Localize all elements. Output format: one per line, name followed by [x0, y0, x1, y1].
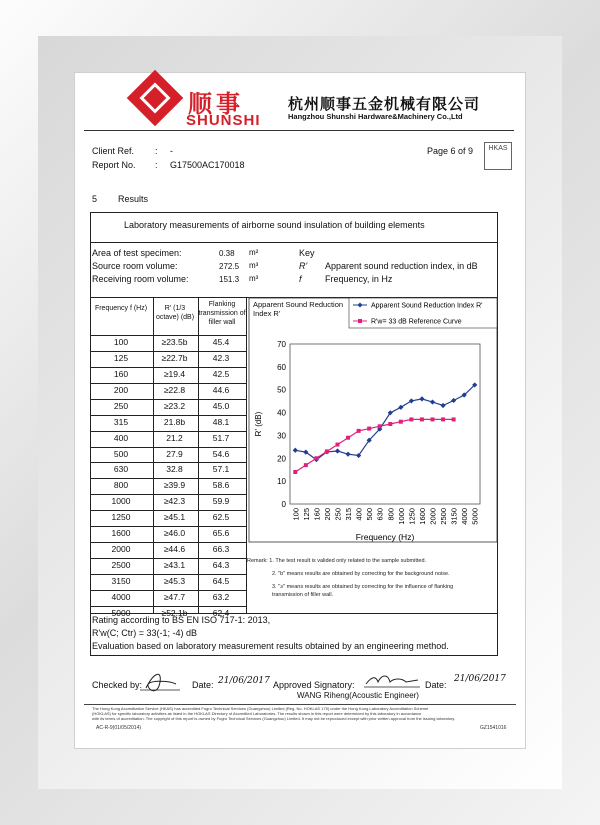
cell-r-value: ≥23.5b [161, 337, 188, 347]
cell-frequency: 2000 [111, 544, 131, 555]
x-tick-label: 2500 [439, 508, 449, 525]
x-tick-label: 1000 [396, 508, 406, 525]
cell-frequency: 1600 [111, 528, 131, 539]
x-tick-label: 4000 [460, 508, 470, 525]
remark-3a: 3. "≥" means results are obtained by correcting for the influence of flanking [272, 584, 454, 590]
cell-flanking: 64.3 [212, 560, 230, 571]
cell-r-value: ≥45.3 [163, 575, 186, 586]
x-tick-label: 5000 [470, 508, 480, 525]
source-room-value: 272.5 [219, 262, 240, 271]
cell-flanking: 48.1 [212, 416, 230, 427]
hkas-logo-icon: HKAS [484, 142, 512, 170]
cell-r-value: ≥43.1 [163, 560, 186, 571]
y-tick-label: 70 [277, 340, 286, 349]
cell-flanking: 42.5 [212, 368, 230, 379]
cell-r-value: 21.8b [163, 416, 186, 427]
chart-title: Apparent Sound Reduction Index R' [253, 300, 344, 318]
cell-frequency: 500 [113, 448, 129, 459]
area-unit: m² [249, 248, 259, 257]
cell-r-value: 21.2 [166, 432, 183, 443]
report-no-label: Report No. [92, 160, 136, 170]
footer-line-2: (HOKLAS) for specific laboratory activities as listed in the HOKLAS Directory of Accredited Laboratories. The results shown in this report were determined by this laboratory in accordance [92, 711, 422, 716]
x-tick-label: 1250 [407, 508, 417, 525]
cell-flanking: 51.7 [212, 432, 230, 443]
cell-flanking: 66.3 [212, 544, 230, 555]
cell-flanking: 45.0 [212, 400, 230, 411]
cell-flanking: 63.2 [212, 591, 230, 602]
y-tick-label: 0 [281, 500, 286, 509]
remark-3b: transmission of filler wall. [272, 592, 334, 598]
y-axis-label: R' (dB) [254, 411, 263, 437]
receiving-room-unit: m³ [249, 274, 259, 283]
footer-divider [84, 704, 516, 705]
cell-frequency: 400 [113, 432, 129, 443]
source-room-label: Source room volume: [92, 261, 178, 271]
checked-by-signature [140, 668, 180, 694]
data-point [409, 417, 413, 421]
key-title: Key [299, 248, 315, 258]
data-point [336, 443, 340, 447]
footer-line-1: The Hong Kong Accreditation Service (HKAS) has accredited Fugro Technical Services (Guangzhou) Limited (Reg. No. HOKLAS 175) under the Hong Kong Laboratory Accreditation Scheme [92, 706, 429, 711]
data-point [304, 463, 308, 467]
data-point [388, 422, 392, 426]
cell-r-value: ≥39.9 [163, 480, 186, 491]
cell-frequency: 800 [113, 480, 129, 491]
table-title: Laboratory measurements of airborne sound insulation of building elements [124, 220, 425, 230]
data-point [346, 436, 350, 440]
date-value-1: 21/06/2017 [218, 676, 270, 686]
cell-flanking: 42.3 [212, 352, 230, 363]
rating-line-3: Evaluation based on laboratory measurement results obtained by an engineering method. [92, 641, 449, 651]
remark-2: 2. "b" means results are obtained by correcting for the background noise. [272, 571, 450, 577]
col-header-frequency: Frequency f (Hz) [94, 305, 148, 312]
cell-flanking: 62.4 [212, 607, 230, 618]
cell-frequency: 100 [113, 337, 129, 347]
x-tick-label: 500 [365, 508, 375, 521]
section-title: Results [118, 194, 149, 204]
x-axis-label: Frequency (Hz) [355, 532, 415, 542]
x-tick-label: 1600 [417, 508, 427, 525]
cell-r-value: 32.8 [166, 464, 183, 475]
cell-frequency: 630 [113, 464, 129, 475]
date-value-2: 21/06/2017 [454, 674, 506, 684]
date-label-1: Date: [192, 680, 214, 690]
y-tick-label: 40 [277, 408, 286, 418]
y-tick-label: 60 [277, 362, 286, 372]
approved-signature [364, 670, 420, 692]
report-no-sep: : [155, 160, 158, 170]
key-f-symbol: f [299, 274, 302, 284]
date-label-2: Date: [425, 680, 447, 690]
company-name-cn: 杭州顺事五金机械有限公司 [288, 95, 481, 113]
cell-frequency: 4000 [111, 591, 131, 602]
rating-line-1: Rating according to BS EN ISO 717-1: 2013, [92, 615, 271, 625]
key-f-desc: Frequency, in Hz [325, 274, 393, 284]
legend-label: Apparent Sound Reduction Index R' [371, 302, 483, 310]
data-point [325, 449, 329, 453]
x-tick-label: 125 [301, 508, 311, 521]
data-point [314, 456, 318, 460]
key-r-symbol: R' [299, 261, 308, 271]
y-tick-label: 50 [277, 385, 286, 395]
client-ref-value: - [170, 146, 173, 156]
data-point [452, 417, 456, 421]
plot-area [290, 344, 480, 504]
cell-r-value: 27.9 [166, 448, 183, 459]
data-point [357, 429, 361, 433]
data-point [441, 417, 445, 421]
cell-flanking: 62.5 [212, 512, 230, 523]
data-point [293, 470, 297, 474]
cell-r-value: ≥46.0 [163, 528, 186, 539]
brand-name-en: SHUNSHI [186, 112, 261, 129]
client-ref-label: Client Ref. [92, 146, 135, 156]
x-tick-label: 3150 [449, 508, 459, 525]
data-point [367, 427, 371, 431]
cell-r-value: ≥47.7 [163, 591, 186, 602]
cell-frequency: 2500 [111, 560, 131, 571]
cell-r-value: ≥23.2 [163, 400, 186, 411]
cell-r-value: ≥44.6 [163, 544, 186, 555]
approved-signatory-label: Approved Signatory: [273, 680, 355, 690]
rating-line-2: R'w(C; Ctr) = 33(-1; -4) dB [92, 628, 197, 638]
checked-by-label: Checked by: [92, 680, 143, 690]
header-divider [84, 130, 514, 131]
data-point [399, 420, 403, 424]
report-no-value: G17500AC170018 [170, 160, 245, 170]
cell-flanking: 64.5 [212, 575, 230, 586]
legend-label: R'w= 33 dB Reference Curve [371, 318, 462, 326]
cell-flanking: 45.4 [212, 337, 230, 347]
cell-r-value: ≥42.3 [163, 496, 186, 507]
receiving-room-value: 151.3 [219, 275, 240, 284]
footer-line-3: with its terms of accreditation. The copyright of this report is owned by Fugro Technical Services (Guangzhou) Limited. It may not be reproduced except with prior written approval from the issuing laboratory. [92, 716, 456, 721]
footer-code-right: GZ1541016 [480, 725, 507, 731]
area-value: 0.38 [219, 249, 235, 258]
signatory-name: WANG Riheng(Acoustic Engineer) [297, 691, 419, 700]
cell-flanking: 65.6 [212, 528, 230, 539]
brand-name-cn: 顺事 [188, 90, 244, 118]
sound-reduction-chart [247, 296, 499, 546]
section-number: 5 [92, 194, 98, 204]
remark-1: Remark: 1. The test result is valided only related to the sample submitted. [247, 558, 427, 564]
cell-r-value: ≥52.1b [161, 607, 188, 618]
cell-flanking: 44.6 [212, 384, 230, 395]
x-tick-label: 2000 [428, 508, 438, 525]
cell-flanking: 57.1 [212, 464, 230, 475]
x-tick-label: 160 [312, 508, 322, 521]
source-room-unit: m³ [249, 261, 259, 270]
cell-r-value: ≥45.1 [163, 512, 186, 523]
cell-flanking: 54.6 [212, 448, 230, 459]
client-ref-sep: : [155, 146, 158, 156]
x-tick-label: 400 [354, 508, 364, 521]
receiving-room-label: Receiving room volume: [92, 274, 189, 284]
cell-flanking: 58.6 [212, 480, 230, 491]
footer-code-left: AC-R-9(01/05/2014) [96, 725, 142, 731]
cell-r-value: ≥19.4 [163, 368, 186, 379]
cell-frequency: 125 [113, 352, 129, 363]
cell-frequency: 250 [113, 400, 129, 411]
x-tick-label: 100 [291, 508, 301, 521]
y-tick-label: 20 [277, 454, 286, 464]
area-label: Area of test specimen: [92, 248, 182, 258]
x-tick-label: 200 [322, 508, 332, 521]
cell-frequency: 315 [113, 416, 129, 427]
y-tick-label: 10 [277, 477, 286, 487]
cell-r-value: ≥22.8 [163, 384, 186, 395]
legend-marker [358, 319, 362, 323]
data-point [378, 424, 382, 428]
cell-frequency: 5000 [111, 607, 131, 618]
data-point [431, 417, 435, 421]
x-tick-label: 630 [375, 508, 385, 521]
cell-frequency: 200 [113, 384, 129, 395]
cell-frequency: 3150 [111, 575, 131, 586]
data-point [420, 417, 424, 421]
x-tick-label: 315 [344, 508, 354, 521]
x-tick-label: 250 [333, 508, 343, 521]
key-r-desc: Apparent sound reduction index, in dB [325, 261, 478, 271]
cell-frequency: 1250 [111, 512, 131, 523]
cell-frequency: 1000 [111, 496, 131, 507]
cell-flanking: 59.9 [212, 496, 230, 507]
cell-r-value: ≥22.7b [161, 352, 188, 363]
y-tick-label: 30 [277, 431, 286, 441]
cell-frequency: 160 [113, 368, 129, 379]
company-name-en: Hangzhou Shunshi Hardware&Machinery Co.,Ltd [288, 112, 463, 121]
x-tick-label: 800 [386, 508, 396, 521]
col-header-flanking: Flanking transmission of filler wall [198, 301, 246, 326]
page-info: Page 6 of 9 [427, 146, 474, 156]
col-header-r: R' (1/3 octave) (dB) [155, 305, 195, 321]
